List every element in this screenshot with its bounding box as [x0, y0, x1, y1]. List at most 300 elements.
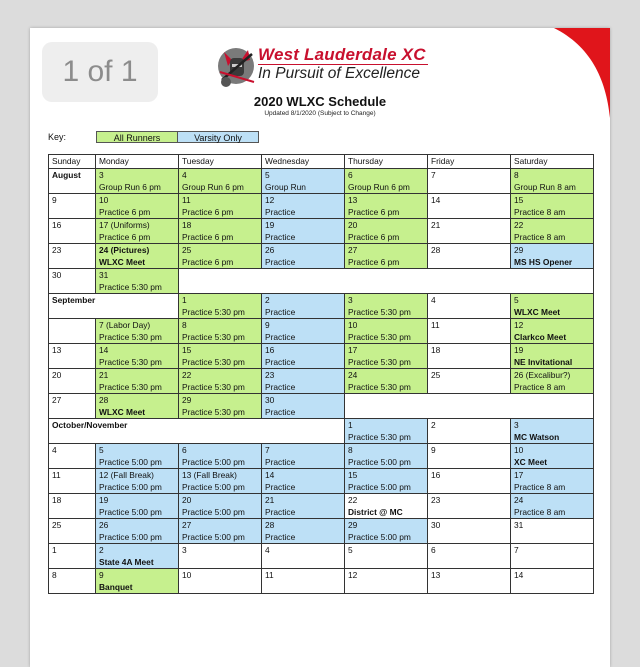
day-number: 25	[52, 520, 62, 530]
calendar-week-row	[49, 344, 594, 369]
calendar-day-cell	[49, 294, 179, 319]
day-event: Practice 6 pm	[182, 231, 234, 242]
day-number: 15	[514, 195, 524, 205]
day-number: 18	[52, 495, 62, 505]
day-event: Practice	[265, 381, 296, 392]
day-event: Group Run 6 pm	[182, 181, 244, 192]
day-event: Group Run 6 pm	[99, 181, 161, 192]
day-number: 15	[348, 470, 358, 480]
calendar-week-row	[49, 369, 594, 394]
day-number: 20	[182, 495, 192, 505]
calendar-day-cell	[428, 369, 511, 394]
weekday-header-row	[49, 155, 594, 169]
day-event: Practice	[265, 256, 296, 267]
calendar-day-cell	[262, 569, 345, 594]
calendar-day-cell	[96, 319, 179, 344]
day-number: 11	[182, 195, 191, 205]
calendar-day-cell	[179, 244, 262, 269]
day-number: 27	[52, 395, 62, 405]
calendar-day-cell	[511, 244, 594, 269]
calendar-day-cell	[262, 219, 345, 244]
day-number: 13	[52, 345, 62, 355]
day-number: September	[52, 295, 96, 305]
calendar-day-cell	[511, 294, 594, 319]
day-event: Practice 6 pm	[182, 206, 234, 217]
day-number: 19	[265, 220, 275, 230]
weekday-header: Sunday	[49, 155, 96, 169]
calendar-day-cell	[428, 544, 511, 569]
day-number: 30	[52, 270, 62, 280]
day-number: 10	[348, 320, 358, 330]
calendar-day-cell	[96, 569, 179, 594]
day-event: Practice 5:30 pm	[99, 281, 162, 292]
calendar-day-cell	[345, 444, 428, 469]
calendar-day-cell	[262, 294, 345, 319]
calendar-day-cell	[345, 544, 428, 569]
day-number: 5	[99, 445, 104, 455]
day-event: Practice 6 pm	[99, 206, 151, 217]
day-event: Practice	[265, 331, 296, 342]
calendar-day-cell	[345, 494, 428, 519]
day-number: 9	[52, 195, 57, 205]
calendar-week-row	[49, 569, 594, 594]
day-number: 19	[99, 495, 109, 505]
day-event: Practice 6 pm	[348, 231, 400, 242]
day-number: 9	[99, 570, 104, 580]
weekday-header: Wednesday	[262, 155, 345, 169]
day-number: 4	[265, 545, 270, 555]
day-number: 22	[182, 370, 192, 380]
day-event: WLXC Meet	[514, 306, 561, 317]
calendar-day-cell	[49, 219, 96, 244]
day-event: Practice 5:30 pm	[182, 306, 245, 317]
day-event: State 4A Meet	[99, 556, 154, 567]
day-event: MS HS Opener	[514, 256, 573, 267]
day-event: Practice 5:00 pm	[182, 506, 245, 517]
calendar-day-cell	[96, 394, 179, 419]
day-event: Practice 8 am	[514, 381, 566, 392]
day-number: 18	[431, 345, 441, 355]
day-number: 21	[431, 220, 441, 230]
day-number: 28	[99, 395, 109, 405]
calendar-day-cell	[179, 494, 262, 519]
day-number: 16	[52, 220, 62, 230]
calendar-day-cell	[345, 319, 428, 344]
calendar-week-row	[49, 544, 594, 569]
day-number: 28	[265, 520, 275, 530]
calendar-week-row	[49, 194, 594, 219]
calendar-day-cell	[179, 194, 262, 219]
day-number: 2	[99, 545, 104, 555]
day-event: Practice 5:00 pm	[182, 481, 245, 492]
day-number: 23	[265, 370, 275, 380]
day-number: 8	[514, 170, 519, 180]
day-number: 1	[52, 545, 57, 555]
day-event: Practice 5:30 pm	[348, 356, 411, 367]
calendar-day-cell	[96, 519, 179, 544]
calendar-day-cell	[345, 169, 428, 194]
day-event: Practice 5:00 pm	[348, 456, 411, 467]
calendar-day-cell	[428, 569, 511, 594]
day-event: MC Watson	[514, 431, 560, 442]
day-number: 29	[514, 245, 524, 255]
calendar-day-cell	[428, 169, 511, 194]
calendar-day-cell	[511, 569, 594, 594]
calendar-body	[49, 169, 594, 594]
day-number: 3	[348, 295, 353, 305]
calendar-day-cell	[262, 444, 345, 469]
day-event: Practice 5:00 pm	[348, 531, 411, 542]
day-number: 22	[348, 495, 358, 505]
day-event: Banquet	[99, 581, 133, 592]
day-number: 15	[182, 345, 192, 355]
day-event: Practice 5:00 pm	[99, 506, 162, 517]
day-number: 5	[265, 170, 270, 180]
day-number: 31	[99, 270, 109, 280]
calendar-day-cell	[96, 344, 179, 369]
day-event: Practice	[265, 306, 296, 317]
day-number: 24	[348, 370, 358, 380]
day-number: 12	[265, 195, 275, 205]
day-number: 17	[348, 345, 358, 355]
day-event: Practice	[265, 506, 296, 517]
calendar-day-cell	[49, 394, 96, 419]
day-number: 18	[182, 220, 192, 230]
calendar-day-cell	[511, 444, 594, 469]
key-varsity-only: Varsity Only	[177, 131, 259, 143]
day-number: 12	[514, 320, 524, 330]
day-number: 7	[514, 545, 519, 555]
calendar-week-row	[49, 469, 594, 494]
calendar-day-cell	[96, 469, 179, 494]
day-event: Practice 5:30 pm	[99, 356, 162, 367]
day-number: 6	[431, 545, 436, 555]
day-number: 25	[431, 370, 441, 380]
calendar-day-cell	[511, 544, 594, 569]
calendar-day-cell	[262, 394, 345, 419]
weekday-header: Saturday	[511, 155, 594, 169]
calendar-day-cell	[179, 519, 262, 544]
calendar-day-cell	[262, 519, 345, 544]
day-number: 12 (Fall Break)	[99, 470, 154, 480]
calendar-day-cell	[49, 494, 96, 519]
day-number: 14	[431, 195, 441, 205]
day-event: Practice 5:00 pm	[348, 481, 411, 492]
day-event: Practice	[265, 456, 296, 467]
calendar-day-cell	[511, 194, 594, 219]
document-page	[30, 28, 610, 667]
calendar-week-row	[49, 169, 594, 194]
day-number: 28	[431, 245, 441, 255]
day-number: 2	[431, 420, 436, 430]
calendar-day-cell	[49, 269, 96, 294]
day-event: Practice	[265, 531, 296, 542]
day-number: 22	[514, 220, 524, 230]
calendar-day-cell	[511, 319, 594, 344]
team-logo	[214, 42, 429, 90]
calendar-week-row	[49, 494, 594, 519]
calendar-day-cell	[49, 344, 96, 369]
day-number: 6	[348, 170, 353, 180]
calendar-week-row	[49, 419, 594, 444]
day-event: Practice	[265, 356, 296, 367]
day-event: Practice 6 pm	[348, 206, 400, 217]
key-label: Key:	[48, 132, 67, 142]
calendar-day-cell	[428, 319, 511, 344]
day-number: 14	[99, 345, 109, 355]
day-event: WLXC Meet	[99, 256, 146, 267]
calendar-day-cell	[96, 244, 179, 269]
calendar-day-cell	[179, 319, 262, 344]
logo-slogan: In Pursuit of Excellence	[258, 65, 420, 82]
day-number: 23	[431, 495, 441, 505]
day-number: 9	[265, 320, 270, 330]
calendar-day-cell	[49, 519, 96, 544]
knight-mascot-icon	[214, 42, 260, 90]
calendar-day-cell	[96, 219, 179, 244]
day-number: 14	[514, 570, 524, 580]
calendar-week-row	[49, 294, 594, 319]
calendar-day-cell	[49, 469, 96, 494]
day-event: Practice 5:30 pm	[182, 406, 245, 417]
day-event: Practice 6 pm	[182, 256, 234, 267]
day-event: Practice	[265, 406, 296, 417]
calendar-day-cell	[179, 269, 594, 294]
calendar-day-cell	[262, 469, 345, 494]
calendar-day-cell	[49, 169, 96, 194]
calendar-day-cell	[262, 494, 345, 519]
calendar-week-row	[49, 319, 594, 344]
day-number: 6	[182, 445, 187, 455]
calendar-day-cell	[96, 169, 179, 194]
calendar-week-row	[49, 444, 594, 469]
day-number: 12	[348, 570, 358, 580]
schedule-title: 2020 WLXC Schedule	[253, 94, 387, 109]
day-number: 25	[182, 245, 192, 255]
calendar-day-cell	[511, 369, 594, 394]
day-number: 27	[182, 520, 192, 530]
day-event: Practice 5:00 pm	[99, 456, 162, 467]
calendar-day-cell	[428, 469, 511, 494]
day-number: 3	[99, 170, 104, 180]
day-number: 5	[514, 295, 519, 305]
day-number: 31	[514, 520, 524, 530]
day-number: 4	[431, 295, 436, 305]
calendar-day-cell	[345, 194, 428, 219]
calendar-day-cell	[511, 219, 594, 244]
day-number: 4	[182, 170, 187, 180]
key-all-runners: All Runners	[96, 131, 178, 143]
day-number: 3	[182, 545, 187, 555]
day-event: NE Invitational	[514, 356, 573, 367]
calendar-day-cell	[262, 169, 345, 194]
day-event: Practice 5:30 pm	[348, 431, 411, 442]
calendar-day-cell	[345, 369, 428, 394]
calendar-day-cell	[345, 469, 428, 494]
day-event: Group Run	[265, 181, 306, 192]
calendar-day-cell	[49, 419, 345, 444]
calendar-day-cell	[345, 219, 428, 244]
day-number: 5	[348, 545, 353, 555]
day-number: 26 (Excalibur?)	[514, 370, 571, 380]
calendar-day-cell	[511, 519, 594, 544]
day-event: Practice 8 am	[514, 481, 566, 492]
calendar-day-cell	[179, 344, 262, 369]
calendar-day-cell	[428, 294, 511, 319]
day-number: 26	[99, 520, 109, 530]
day-number: 29	[348, 520, 358, 530]
day-event: Practice 5:00 pm	[99, 531, 162, 542]
day-event: Practice	[265, 206, 296, 217]
calendar-day-cell	[345, 344, 428, 369]
weekday-header: Monday	[96, 155, 179, 169]
day-number: 11	[265, 570, 274, 580]
calendar-day-cell	[96, 269, 179, 294]
calendar-day-cell	[96, 544, 179, 569]
calendar-day-cell	[49, 544, 96, 569]
day-number: 1	[348, 420, 353, 430]
calendar-day-cell	[49, 244, 96, 269]
day-event: Practice 5:30 pm	[182, 331, 245, 342]
day-number: 17 (Uniforms)	[99, 220, 150, 230]
calendar-day-cell	[262, 369, 345, 394]
day-number: October/November	[52, 420, 128, 430]
calendar-day-cell	[511, 494, 594, 519]
day-event: Group Run 6 pm	[348, 181, 410, 192]
day-number: 21	[265, 495, 275, 505]
day-number: 20	[348, 220, 358, 230]
calendar-day-cell	[179, 444, 262, 469]
calendar-day-cell	[511, 419, 594, 444]
day-number: 30	[431, 520, 441, 530]
day-number: August	[52, 170, 81, 180]
calendar-day-cell	[96, 194, 179, 219]
day-number: 26	[265, 245, 275, 255]
calendar-day-cell	[345, 244, 428, 269]
day-number: 10	[99, 195, 109, 205]
calendar-week-row	[49, 219, 594, 244]
calendar-day-cell	[96, 444, 179, 469]
day-number: 14	[265, 470, 275, 480]
calendar-day-cell	[511, 344, 594, 369]
day-number: 7	[431, 170, 436, 180]
calendar-day-cell	[179, 169, 262, 194]
day-number: 13	[431, 570, 441, 580]
day-number: 11	[431, 320, 440, 330]
day-number: 21	[99, 370, 109, 380]
day-number: 13	[348, 195, 358, 205]
calendar-day-cell	[428, 444, 511, 469]
day-event: Practice 5:00 pm	[99, 481, 162, 492]
calendar-day-cell	[179, 569, 262, 594]
calendar-day-cell	[345, 569, 428, 594]
calendar-day-cell	[428, 219, 511, 244]
calendar-week-row	[49, 519, 594, 544]
calendar-day-cell	[345, 519, 428, 544]
day-number: 8	[348, 445, 353, 455]
day-number: 16	[265, 345, 275, 355]
day-event: Group Run 8 am	[514, 181, 576, 192]
schedule-calendar	[48, 154, 594, 594]
calendar-day-cell	[262, 244, 345, 269]
weekday-header: Thursday	[345, 155, 428, 169]
day-event: Practice 6 pm	[348, 256, 400, 267]
calendar-day-cell	[262, 344, 345, 369]
day-event: Practice	[265, 231, 296, 242]
day-number: 13 (Fall Break)	[182, 470, 237, 480]
day-event: Practice 8 am	[514, 231, 566, 242]
calendar-day-cell	[345, 419, 428, 444]
calendar-day-cell	[179, 294, 262, 319]
calendar-week-row	[49, 394, 594, 419]
calendar-day-cell	[428, 494, 511, 519]
day-number: 16	[431, 470, 441, 480]
calendar-day-cell	[262, 319, 345, 344]
day-event: Practice 5:30 pm	[348, 381, 411, 392]
calendar-day-cell	[96, 369, 179, 394]
day-event: District @ MC	[348, 506, 403, 517]
day-number: 8	[52, 570, 57, 580]
calendar-day-cell	[179, 544, 262, 569]
calendar-day-cell	[49, 319, 96, 344]
page-indicator: 1 of 1	[42, 42, 158, 102]
day-event: Practice 8 am	[514, 206, 566, 217]
day-number: 7 (Labor Day)	[99, 320, 151, 330]
day-number: 23	[52, 245, 62, 255]
day-event: Practice 5:30 pm	[99, 381, 162, 392]
weekday-header: Tuesday	[179, 155, 262, 169]
calendar-day-cell	[428, 519, 511, 544]
calendar-day-cell	[179, 219, 262, 244]
day-number: 10	[182, 570, 192, 580]
calendar-day-cell	[96, 494, 179, 519]
day-event: Practice 5:30 pm	[182, 356, 245, 367]
day-event: Practice 8 am	[514, 506, 566, 517]
day-event: Practice 6 pm	[99, 231, 151, 242]
day-event: Practice 5:30 pm	[99, 331, 162, 342]
calendar-day-cell	[428, 344, 511, 369]
day-number: 1	[182, 295, 187, 305]
calendar-day-cell	[428, 244, 511, 269]
day-event: Practice 5:00 pm	[182, 531, 245, 542]
calendar-week-row	[49, 244, 594, 269]
day-number: 24 (Pictures)	[99, 245, 150, 255]
day-event: Practice 5:30 pm	[348, 306, 411, 317]
day-event: Practice	[265, 481, 296, 492]
logo-team-name: West Lauderdale XC	[258, 45, 426, 64]
day-event: Practice 5:30 pm	[348, 331, 411, 342]
calendar-day-cell	[49, 369, 96, 394]
schedule-subtitle: Updated 8/1/2020 (Subject to Change)	[264, 110, 376, 117]
day-number: 30	[265, 395, 275, 405]
day-number: 2	[265, 295, 270, 305]
calendar-week-row	[49, 269, 594, 294]
day-event: Clarkco Meet	[514, 331, 567, 342]
calendar-day-cell	[49, 569, 96, 594]
calendar-day-cell	[345, 394, 594, 419]
day-number: 24	[514, 495, 524, 505]
day-number: 19	[514, 345, 524, 355]
calendar-day-cell	[179, 394, 262, 419]
calendar-day-cell	[428, 419, 511, 444]
calendar-day-cell	[179, 469, 262, 494]
day-number: 3	[514, 420, 519, 430]
day-number: 9	[431, 445, 436, 455]
calendar-day-cell	[262, 544, 345, 569]
calendar-day-cell	[511, 169, 594, 194]
calendar-day-cell	[49, 194, 96, 219]
day-event: Practice 5:30 pm	[182, 381, 245, 392]
